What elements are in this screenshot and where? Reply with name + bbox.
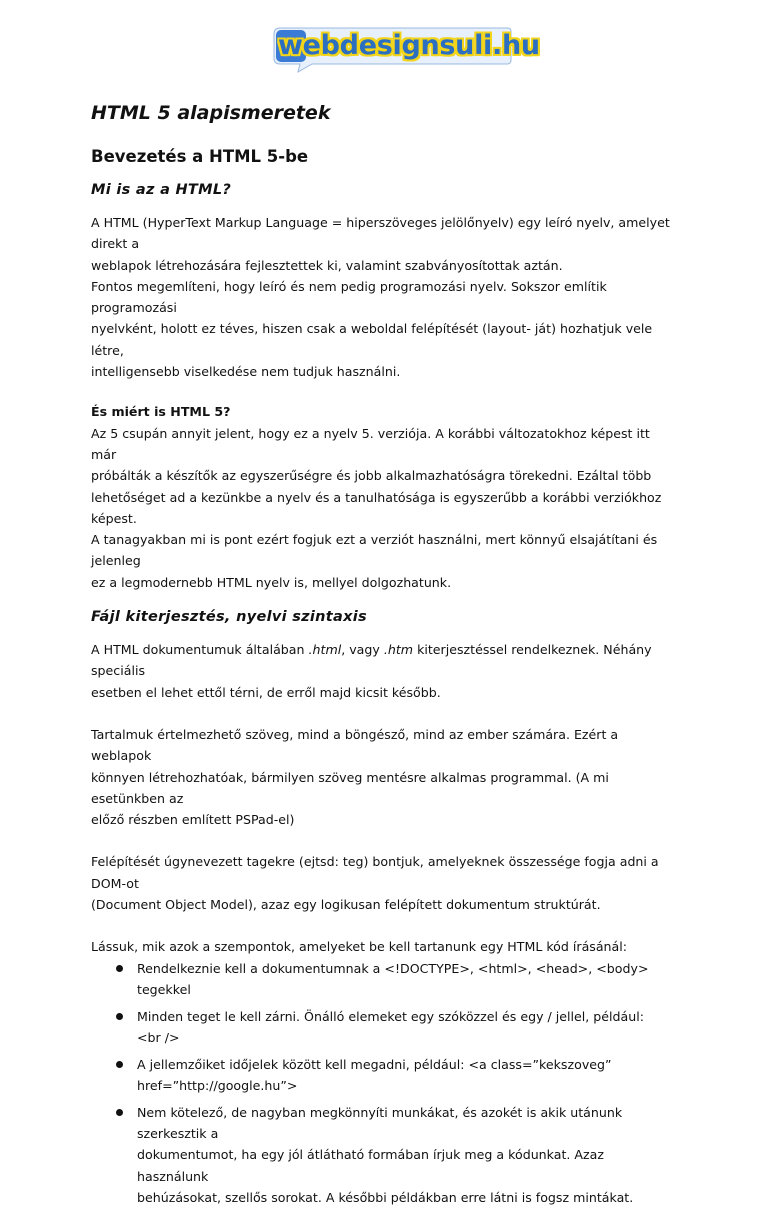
list-item [91, 1006, 671, 1049]
heading-why-html5: És miért is HTML 5? [91, 404, 231, 420]
logo-text: webdesignsuli.hu [278, 30, 540, 61]
paragraph-content [91, 724, 671, 830]
paragraph-line: (Document Object Model), azaz egy logikusan felépített dokumentum struktúrát. [91, 897, 601, 913]
paragraph-line: intelligensebb viselkedése nem tudjuk használni. [91, 364, 401, 380]
list-item-line: href=”http://google.hu”> [137, 1078, 298, 1094]
paragraph-line: Felépítését úgynevezett tagekre (ejtsd: teg) bontjuk, amelyeknek összessége fogja adni a DOM-ot [91, 854, 659, 891]
paragraph-line: weblapok létrehozására fejlesztettek ki, valamint szabványosítottak aztán. [91, 257, 563, 273]
paragraph-line: lehetőséget ad a kezünkbe a nyelv és a tanulhatósága is egyszerűbb a korábbi verziókhoz képest. [91, 489, 662, 526]
section-title: Bevezetés a HTML 5-be [91, 147, 309, 166]
site-logo [272, 24, 540, 74]
paragraph-rules-intro: Lássuk, mik azok a szempontok, amelyeket be kell tartanunk egy HTML kód írásánál: [91, 939, 628, 955]
heading-what-is-html: Mi is az a HTML? [91, 182, 232, 198]
list-item [91, 958, 671, 1001]
list-item-line: Rendelkeznie kell a dokumentumnak a <!DOCTYPE>, <html>, <head>, <body> tegekkel [137, 960, 649, 997]
page-title: HTML 5 alapismeretek [91, 102, 331, 124]
paragraph-line: előző részben említett PSPad-el) [91, 812, 295, 828]
paragraph-line: esetben el lehet ettől térni, de erről majd kicsit később. [91, 684, 441, 700]
text-span: , vagy [341, 642, 384, 658]
paragraph-line [91, 639, 671, 682]
paragraph-intro [91, 212, 671, 382]
paragraph-line: könnyen létrehozhatóak, bármilyen szöveg mentésre alkalmas programmal. (A mi esetünkben az [91, 769, 609, 806]
extension-html: .html [308, 642, 342, 658]
paragraph-structure [91, 851, 671, 915]
heading-file-extension: Fájl kiterjesztés, nyelvi szintaxis [91, 609, 367, 626]
paragraph-line: ez a legmodernebb HTML nyelv is, mellyel dolgozhatunk. [91, 574, 452, 590]
extension-htm: .htm [383, 642, 414, 658]
paragraph-why [91, 401, 671, 593]
paragraph-line: A HTML (HyperText Markup Language = hiperszöveges jelölőnyelv) egy leíró nyelv, amelyet direkt a [91, 215, 670, 252]
list-item [91, 1054, 671, 1097]
paragraph-line: A tanagyakban mi is pont ezért fogjuk ezt a verziót használni, mert könnyű elsajátítani és jelenleg [91, 532, 658, 569]
document-body [91, 98, 671, 1214]
list-item-line: Nem kötelező, de nagyban megkönnyíti munkákat, és azokét is akik utánunk szerkesztik a [137, 1104, 623, 1142]
list-item [91, 1102, 671, 1208]
list-item-line: Minden teget le kell zárni. Önálló elemeket egy szóközzel és egy / jellel, például: <br /> [137, 1008, 644, 1045]
list-item-line: A jellemzőiket időjelek között kell megadni, például: <a class=”kekszoveg” [137, 1056, 612, 1072]
paragraph-line: nyelvként, holott ez téves, hiszen csak a weboldal felépítését (layout- ját) hozhatjuk vele létre, [91, 321, 653, 358]
rules-list [91, 958, 671, 1209]
text-span: kiterjesztéssel rendelkeznek. Néhány speciális [91, 642, 652, 679]
paragraph-line: próbálták a készítők az egyszerűségre és jobb alkalmazhatóságra törekedni. Ezáltal több [91, 468, 652, 484]
paragraph-line: Az 5 csupán annyit jelent, hogy ez a nyelv 5. verziója. A korábbi változatokhoz képest itt már [91, 425, 650, 462]
paragraph-extensions [91, 639, 671, 703]
list-item-line: dokumentumot, ha egy jól átlátható formában írjuk meg a kódunkat. Azaz használunk [137, 1147, 604, 1184]
paragraph-line: Tartalmuk értelmezhető szöveg, mind a böngésző, mind az ember számára. Ezért a weblapok [91, 726, 619, 764]
text-span: A HTML dokumentumuk általában [91, 642, 309, 658]
paragraph-line: Fontos megemlíteni, hogy leíró és nem pedig programozási nyelv. Sokszor említik programozási [91, 278, 607, 316]
list-item-line: behúzásokat, szellős sorokat. A későbbi példákban erre látni is fogsz mintákat. [137, 1190, 634, 1206]
